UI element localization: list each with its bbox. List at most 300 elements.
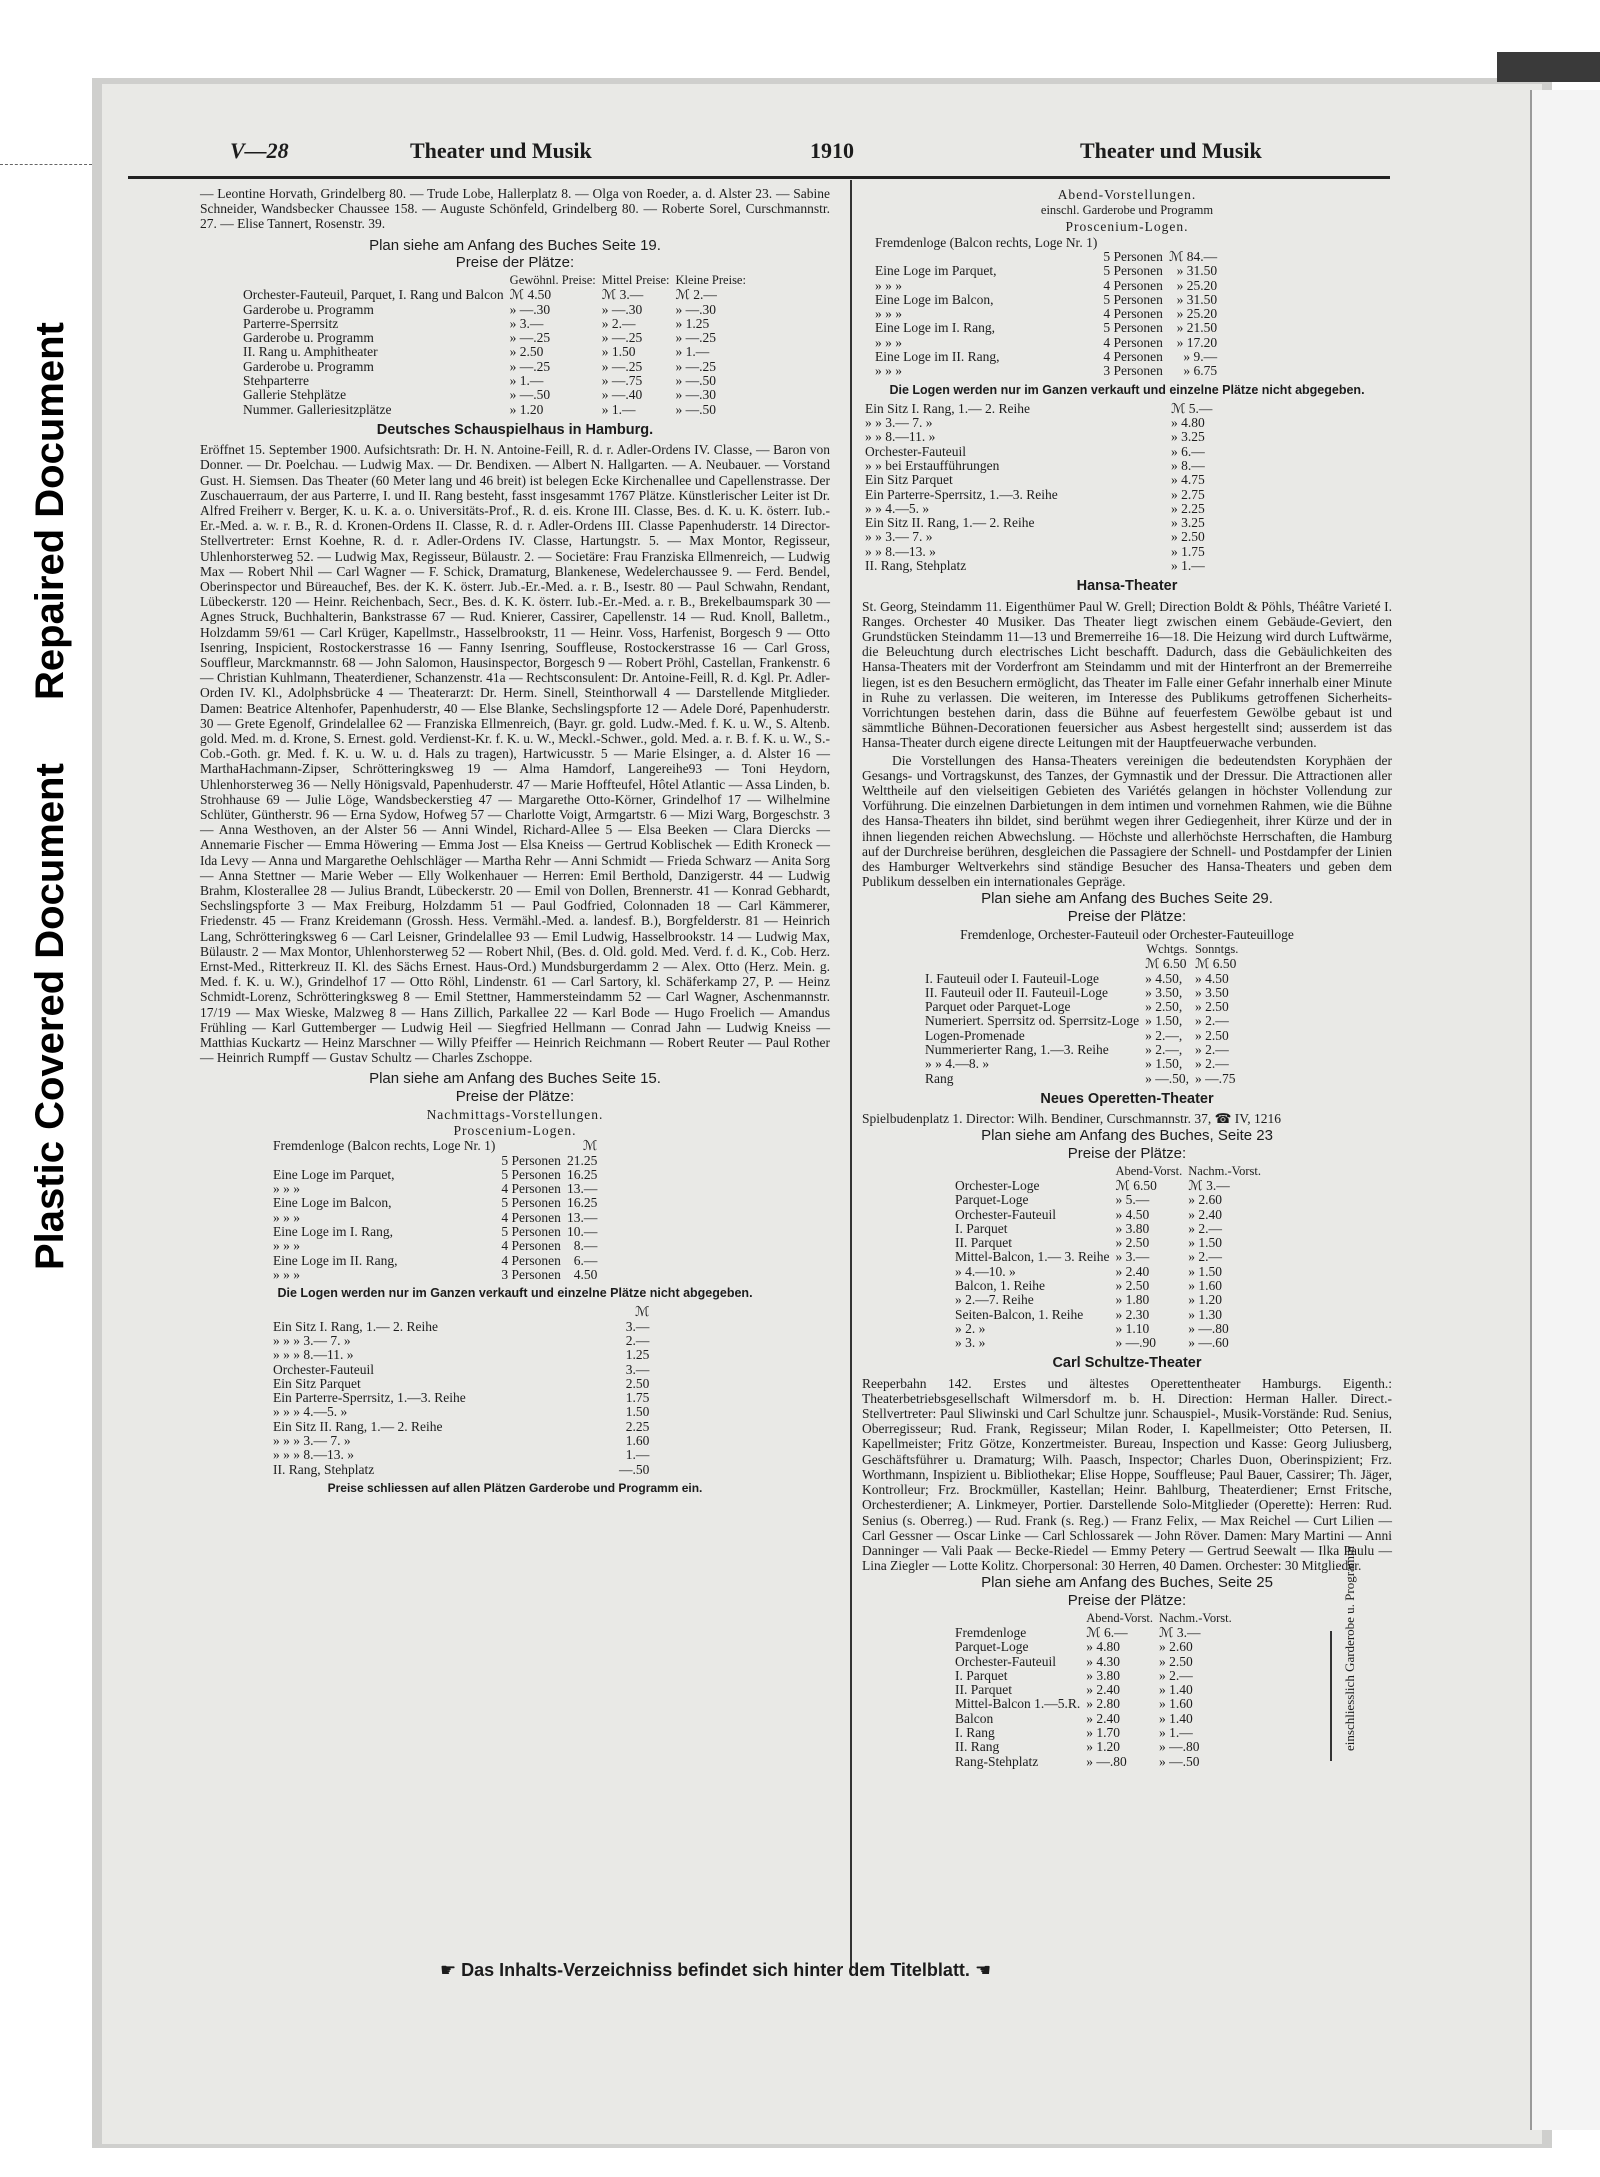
row-label: Orchester-Fauteuil, Parquet, I. Rang und Balcon — [243, 287, 504, 303]
row-label: » 2. » — [955, 1320, 986, 1336]
cell: » 2.80 — [1086, 1696, 1120, 1712]
cell: » 3.— — [509, 315, 544, 331]
carl-schultze-prices-table — [952, 1611, 1235, 1769]
cell: » —.25 — [675, 358, 716, 374]
cell — [498, 1139, 564, 1153]
row-label: » » » 3.— 7. » — [273, 1333, 351, 1348]
cell: » —.25 — [509, 358, 551, 374]
row-label: I. Fauteuil oder I. Fauteuil-Loge — [925, 970, 1099, 986]
row-label: » » » — [273, 1266, 300, 1282]
row-label: Rang-Stehplatz — [955, 1753, 1039, 1769]
row-label: Nummer. Galleriesitzplätze — [243, 401, 392, 417]
included-note: einschl. Garderobe und Programm — [1040, 203, 1214, 218]
cell: » 4.50 — [1194, 970, 1229, 986]
cell: 10.— — [566, 1224, 598, 1240]
evening-heading: Abend-Vorstellungen. — [1057, 187, 1197, 202]
table-row — [952, 1222, 1264, 1236]
table-row — [270, 1448, 652, 1462]
cell: » 1.50, — [1145, 1056, 1183, 1072]
cell: 2.— — [625, 1333, 650, 1348]
row-label: » » » — [273, 1181, 300, 1197]
cell: 3 Personen — [501, 1266, 561, 1282]
table-header — [240, 273, 507, 288]
carl-side-brace — [1330, 1545, 1392, 1761]
cell: » —.50 — [675, 401, 716, 417]
table-row — [270, 1225, 600, 1239]
cell: » 2.— — [1188, 1249, 1223, 1265]
table-row — [862, 473, 1215, 487]
row-label: » » » — [875, 277, 902, 293]
table-row — [872, 250, 1220, 264]
cell: » 2.30 — [1115, 1306, 1150, 1322]
row-label: Parquet oder Parquet-Loge — [925, 999, 1071, 1015]
cell: 5 Personen — [1103, 291, 1163, 307]
row-label: Numeriert. Sperrsitz od. Sperrsitz-Loge — [925, 1013, 1140, 1029]
table-row — [952, 1755, 1235, 1769]
row-label: Fremdenloge (Balcon rechts, Loge Nr. 1) — [273, 1138, 496, 1154]
table-row — [240, 331, 749, 345]
cell: » 2.— — [1194, 1042, 1229, 1057]
row-label: II. Rang, Stehplatz — [273, 1461, 375, 1477]
row-label: II. Rang u. Amphitheater — [243, 344, 378, 360]
sidebar-divider — [0, 164, 92, 165]
table-header: Wchtgs. — [1146, 942, 1188, 957]
footer-text: Das Inhalts-Verzeichniss befindet sich hinter dem Titelblatt. — [461, 1960, 970, 1980]
table-row — [270, 1434, 652, 1448]
table-row — [270, 1420, 652, 1434]
cell: » 31.50 — [1176, 263, 1218, 279]
cell: » 1.40 — [1159, 1710, 1193, 1726]
table-row — [952, 1308, 1264, 1322]
row-label: Ein Sitz Parquet — [865, 472, 953, 488]
table-row — [862, 502, 1215, 516]
table-row — [922, 1000, 1241, 1014]
table-row — [270, 1196, 600, 1210]
table-row — [952, 1293, 1264, 1307]
cell: » —.50 — [1159, 1753, 1200, 1769]
cell: » —.30 — [601, 301, 643, 317]
table-row — [862, 530, 1215, 544]
cell: » 6.75 — [1183, 363, 1218, 379]
cell: » —.30 — [675, 387, 716, 403]
cell: » —.80 — [1159, 1739, 1200, 1755]
cell: 4 Personen — [1103, 348, 1163, 364]
cell: » 2.25 — [1171, 500, 1205, 516]
header-rule — [128, 176, 1390, 179]
row-label: » 4.—10. » — [955, 1263, 1016, 1279]
table-header — [952, 1611, 1083, 1626]
table-row — [952, 1208, 1264, 1222]
table-row — [952, 1279, 1264, 1293]
table-row — [270, 1463, 652, 1477]
table-row — [952, 1236, 1264, 1250]
cell: » 2.40 — [1115, 1263, 1150, 1279]
cell: 4 Personen — [501, 1181, 561, 1197]
table-row — [952, 1712, 1235, 1726]
plan-reference: Plan siehe am Anfang des Buches Seite 29. — [981, 890, 1273, 908]
cell: ℳ 3.— — [1188, 1177, 1230, 1193]
cell: 5 Personen — [1103, 320, 1163, 336]
cell: » 2.40 — [1086, 1682, 1120, 1698]
row-label: Parquet-Loge — [955, 1639, 1029, 1655]
row-label: Gallerie Stehplätze — [243, 387, 347, 403]
table-row — [952, 1179, 1264, 1193]
row-label: » » bei Erstaufführungen — [865, 457, 1000, 473]
plan-reference: Plan siehe am Anfang des Buches, Seite 25 — [981, 1574, 1273, 1592]
cell: ℳ 3.— — [1159, 1624, 1201, 1640]
prices-table-1 — [240, 273, 749, 417]
row-label: Ein Sitz I. Rang, 1.— 2. Reihe — [865, 400, 1030, 416]
proscenium-heading: Proscenium-Logen. — [1065, 219, 1189, 235]
cell: » 2.—, — [1145, 1042, 1183, 1057]
cell: 5 Personen — [1103, 248, 1163, 264]
cell: 13.— — [566, 1209, 598, 1225]
table-row — [952, 1322, 1264, 1336]
row-label — [270, 1305, 616, 1319]
prices-heading: Preise der Plätze: — [455, 1087, 575, 1105]
cell: » 1.— — [509, 373, 544, 388]
afternoon-heading: Nachmittags-Vorstellungen. — [426, 1106, 604, 1122]
cell: » —.80 — [1086, 1753, 1127, 1769]
cell: » 2.—, — [1145, 1027, 1183, 1043]
table-row — [240, 360, 749, 374]
table-row — [952, 1336, 1264, 1350]
cell: » —.80 — [1188, 1320, 1229, 1336]
row-label: Stehparterre — [243, 373, 309, 388]
cell: » 3.50 — [1194, 984, 1229, 1000]
table-row — [862, 416, 1215, 430]
cell: 1.75 — [625, 1390, 650, 1406]
cell: » 2.50 — [1159, 1653, 1193, 1669]
cell: » 1.50 — [1188, 1235, 1223, 1251]
cell: 5 Personen — [501, 1224, 561, 1240]
cell: » 1.70 — [1086, 1725, 1120, 1740]
cell: » 25.20 — [1176, 306, 1218, 322]
cell: ℳ — [582, 1138, 598, 1154]
row-label: » » 4.—5. » — [865, 500, 930, 516]
table-row — [872, 321, 1220, 335]
cell: » 5.— — [1115, 1192, 1150, 1208]
prices-heading: Preise der Plätze: — [455, 253, 575, 271]
table-row — [270, 1211, 600, 1225]
cell: » 1.75 — [1171, 543, 1205, 559]
cell: » 1.— — [675, 344, 710, 360]
plastic-covered-document-label: Plastic Covered Document — [28, 763, 72, 1270]
cell: » —.90 — [1115, 1335, 1156, 1351]
row-label — [872, 250, 1100, 264]
cell: » 8.— — [1171, 457, 1205, 473]
left-column — [200, 186, 830, 1500]
cell: » 2.40 — [1086, 1710, 1120, 1726]
pointing-hand-left-icon: ☚ — [969, 1960, 992, 1980]
prices-heading: Preise der Plätze: — [1067, 907, 1187, 925]
table-row — [872, 307, 1220, 321]
cell: » 2.50 — [1115, 1277, 1150, 1293]
schauspielhaus-paragraph: Eröffnet 15. September 1900. Aufsichtsrath: Dr. H. N. Antoine-Feill, R. d. r. Adler-Ordens IV. Classe, — Baron von Donner. — Dr. Poelchau. — Ludwig Max. — Dr. Bendixen. — Albert N. Hallgarten. — A. Neubauer. — Vorstand Gust. H. Siemsen. Das Theater (60 Meter lang und 46 breit) ist belegen Ecke Kirchenallee und Capellenstrasse. Der Zuschauerraum, der aus Parterre, I. und II. Rang besteht, fasst insgesammt 1767 Plätze. Künstlerischer Leiter ist Dr. Alfred Freiherr v. Berger, K. u. K. a. o. Universitäts-Prof., R. d. eis. Krone III. Classe, Bes. d. K. u. K. österr. Iub.-Er.-Med. a. w. r. B., R. d. Kronen-Ordens II. Classe, R. d. r. Adler-Ordens III. Classe Papenhuderstr. 14 Director-Stellvertreter: Ernst Koehne, R. d. r. Adler-Ordens IV. Classe, Hartungstr. 5. — Max Montor, Regisseur, Uhlenhorsterweg 52. — Ludwig Max, Regisseur, Bülaustr. 2. — Societäre: Frau Franziska Ellmenreich, — Ludwig Max — Robert Nhil — Carl Wagner — F. Schick, Dramaturg, Blankenese, Wedelerchaussee 9. — Ferd. Bendel, Oberinspector und Büreauchef, Bes. der K. K. österr. Jub.-Er.-Med. a. r. B., Isestr. 80 — Paul Schwahn, Rendant, Lübeckerstr. 120 — Heinr. Reichenbach, Secr., Bes. d. K. K. österr. Iub.-Er.-Med. a. r. B., Brekelbaumspark 30 — Agnes Struck, Buchhalterin, Bankstrasse 67 — Rud. Knierer, Cassirer, Capellenstr. 14 — Rud. Knoll, Balletm., Holzdamm 59/61 — Carl Krüger, Kapellmstr., Hasselbrookstr, 11 — Heinr. Voss, Harfenist, Borgesch 9 — Otto Isenring, Inspicient, Rostockerstrasse 16 — Fanny Isenring, Souffleuse, Rostockerstrasse 16 — Carl Gross, Souffleur, Marckmannstr. 68 — John Salomon, Hausinspector, Borgesch 9 — Robert Pröhl, Castellan, Frankenstr. 6 — Christian Kuhlmann, Theaterdiener, Schanzenstr. 41a — Rechtsconsulent: Dr. Antoine-Feill, R. d. Kgl. Pr. Adler-Orden IV. Kl., Adolphsbrücke 4 — Theaterarzt: Dr. Herm. Sinell, Steinthorwall 4 — Darstellende Mitglieder. Damen: Beatrice Altenhofer, Papenhuderstr, 40 — Else Blanke, Sechslingspforte 12 — Adele Doré, Papenhuderstr. 30 — Grete Egenolf, Grindelallee 62 — Franziska Ellmenreich, (Bayr. gr. gold. Ludw.-Med. f. K. u. W., S. Altenb. gold. Med. m. d. Krone, S. Ernest. gold. Verdienst-Kr. f. K. u. W., Meckl.-Schwer., gold. Med. a. r. B. f. K. u. W., S.-Cob.-Goth. gr. Med. f. K. u. W. u. d. Hals zu tragen), Hartwicusstr. 5 — Marie Elsinger, a. d. Alster 16 — MarthaHachmann-Zipser, Schrötteringksweg 19 — Alma Hamdorf, Langereihe93 — Toni Heydorn, Uhlenhorsterweg 36 — Nelly Hönigsvald, Papenhuderstr. 47 — Marie Hoffteufel, Hôtel Atlantic — Assa Linden, b. Strohhause 69 — Julie Löge, Wandsbeckerstieg 47 — Margarethe Otto-Körner, Grindelhof 17 — Wilhelmine Schlüter, Güntherstr. 96 — Erna Sydow, Hofweg 57 — Charlotte Voigt, Armgartstr. 6 — Mizi Warg, Borgeschstr. 3 — Anna Westhoven, an der Alster 56 — Anni Windel, Richard-Allee 5 — Elsa Beeken — Clara Diercks — Annemarie Fischer — Emma Höwering — Emma Jost — Elsa Kneiss — Gertrud Koblischek — Edith Kroneck — Ida Levy — Anna und Margarethe Oehlschläger — Martha Rehr — Anni Schmidt — Frieda Schwarz — Anita Sorg — Anna Stettner — Marie Weber — Elly Wolkenhauer — Herren: Emil Berthold, Danzigerstr. 44 — Ludwig Brahm, Klosterallee 28 — Julius Brandt, Lübeckerstr. 20 — Emil von Dollen, Brennerstr. 41 — Konrad Gebhardt, Sechslingspforte 3 — Max Freiburg, Holzdamm 51 — Paul Godfried, Colonnaden 18 — Carl Kämmerer, Friedenstr. 45 — Franz Kreidemann (Grossh. Hess. Vermähl.-Med. a. landesf. B.), Borgfelderstr. 81 — Heinrich Lang, Schrötteringksweg 6 — Carl Leisner, Grindelallee 93 — Emil Ludwig, Hasselbrookstr. 14 — Ludwig Max, Bülaustr. 2 — Max Montor, Uhlenhorsterweg 52 — Robert Nhil, (Bes. d. Old. gold. Med. Verd. f. d. K., Cob. Herz. Ernst-Med., Ritterkreuz II. Kl. des Sächs Ernest. Haus-Ord.) Mundsburgerdamm 2 — Alex. Otto (Herz. Mein. g. Med. f. K. u. W.), Grindelhof 17 — Otto Röhl, Lindenstr. 61 — Carl Sartory, kl. Schäferkamp 27, P. — Heinz Schmidt-Lorenz, Schrötteringksweg 8 — Emil Stettner, Hammersteindamm 52 — Carl Wagner, Aschenmannstr. 17/19 — Max Wieske, Malzweg 8 — Hans Zillich, Parkallee 22 — Karl Bode — Hugo Froelich — Amandus Frühling — Karl Guttemberger — Ludwig Heil — Siegfried Hellmann — Conrad Jahn — Ludwig Kneiss — Matthias Kuckartz — Heinz Marschner — Willy Pfeiffer — Heinrich Reichmann — Robert Reuter — Paul Rother — Heinrich Rumpff — Gustav Schultz — Charles Zschoppe. — [200, 442, 830, 1066]
cell: » 2.50 — [1171, 529, 1205, 545]
row-label: Logen-Promenade — [925, 1027, 1025, 1043]
carl-side-note: einschliesslich Garderobe u. Programm — [1342, 1545, 1357, 1751]
section-title-neues-operetten: Neues Operetten-Theater — [1040, 1090, 1214, 1107]
table-header-row — [922, 942, 1241, 957]
table-row — [922, 1057, 1241, 1071]
row-label: Orchester-Loge — [955, 1177, 1040, 1193]
cell: 8.— — [573, 1238, 598, 1254]
cell: » —.30 — [509, 301, 551, 317]
table-row — [872, 279, 1220, 293]
table-row — [872, 336, 1220, 350]
header-right-title: Theater und Musik — [1080, 138, 1262, 163]
table-row — [952, 1626, 1235, 1640]
table-row — [862, 445, 1215, 459]
cell: 16.25 — [566, 1195, 598, 1211]
row-label: I. Parquet — [955, 1220, 1008, 1236]
row-label: Orchester-Fauteuil — [273, 1361, 374, 1377]
cell: » —.25 — [601, 330, 643, 346]
sidebar — [0, 0, 92, 2177]
cell: 4 Personen — [1103, 334, 1163, 350]
cell: » 1.— — [1171, 558, 1205, 574]
row-label: » » 8.—13. » — [865, 543, 936, 559]
row-label: Eine Loge im Parquet, — [875, 263, 997, 279]
row-label: » » 8.—11. » — [865, 429, 936, 445]
row-label: Nummerierter Rang, 1.—3. Reihe — [925, 1042, 1109, 1057]
plan-reference: Plan siehe am Anfang des Buches, Seite 23 — [981, 1127, 1273, 1145]
cell: » 2.75 — [1171, 486, 1205, 502]
cell: » 1.50, — [1145, 1013, 1183, 1029]
hansa-paragraph-1: St. Georg, Steindamm 11. Eigenthümer Paul W. Grell; Direction Boldt & Pöhls, Théâtre Varieté I. Ranges. Orchester 40 Musiker. Das Theater liegt zwischen einem Gebäude-Geviert, den Grundstücken Steindamm 11—13 und Bremerreihe 16—18. Die Heizung wird durch Luftwärme, die Beleuchtung durch electrisches Licht beschafft. Dadurch, dass die Gebäulichkeiten des Hansa-Theaters mit der Vorderfront am Steindamm und mit der Hinterfront an der Bremerreihe liegen, ist es den Besuchern ermöglicht, das Theater im Falle einer Gefahr innerhalb einer Minute in Ruhe zu verlassen. Die weiteren, im Interesse des Publikums getroffenen Sicherheits-Vorrichtungen bestehen darin, dass die Bühne auf feuerfestem Gewölbe gebaut ist und sämmtliche Bühnen-Decorationen feuersicher aus Asbest hergestellt sind; ausserdem ist das Hansa-Theater durch eigene directe Leitungen mit der Hauptfeuerwache verbunden. — [862, 598, 1392, 751]
cell: » 1.20 — [1188, 1292, 1223, 1308]
table-row — [952, 1697, 1235, 1711]
cell: » 3.50, — [1145, 984, 1183, 1000]
table-header-row — [240, 273, 749, 288]
cell: » 1.50 — [601, 344, 636, 360]
table-header — [922, 942, 1142, 957]
table-row — [872, 236, 1220, 250]
cell: » 1.60 — [1159, 1696, 1193, 1712]
row-label: » 3. » — [955, 1335, 986, 1351]
table-row — [240, 317, 749, 331]
table-row — [862, 430, 1215, 444]
cell: 4 Personen — [1103, 277, 1163, 293]
cell: » 1.20 — [1086, 1739, 1120, 1755]
row-label: » » 3.— 7. » — [865, 529, 933, 545]
table-row — [862, 559, 1215, 573]
row-label: » » » 4.—5. » — [273, 1404, 348, 1420]
table-row — [270, 1239, 600, 1253]
cell: —.50 — [619, 1461, 650, 1477]
row-label: Parquet-Loge — [955, 1192, 1029, 1208]
cell: 6.— — [573, 1252, 598, 1268]
table-row — [952, 1250, 1264, 1264]
row-label: Fremdenloge — [955, 1624, 1027, 1640]
table-header: Gewöhnl. Preise: — [509, 273, 596, 288]
row-label: Ein Sitz II. Rang, 1.— 2. Reihe — [273, 1418, 443, 1434]
table-row — [240, 303, 749, 317]
table-row — [862, 488, 1215, 502]
cell: » 4.50, — [1145, 970, 1183, 986]
table-row — [872, 264, 1220, 278]
row-label: Eine Loge im I. Rang, — [273, 1224, 393, 1240]
row-label: II. Rang, Stehplatz — [865, 558, 967, 574]
table-row — [270, 1154, 600, 1168]
cell: » 2.40 — [1188, 1206, 1223, 1222]
row-label: Eine Loge im II. Rang, — [273, 1252, 398, 1268]
table-row — [952, 1265, 1264, 1279]
table-row — [872, 350, 1220, 364]
loge-note: Die Logen werden nur im Ganzen verkauft und einzelne Plätze nicht abgegeben. — [889, 382, 1365, 397]
cell: » 4.30 — [1086, 1653, 1120, 1669]
cell: » 2.60 — [1159, 1639, 1193, 1655]
row-label: Parterre-Sperrsitz — [243, 315, 339, 331]
repaired-document-label: Repaired Document — [28, 322, 72, 700]
row-label: Orchester-Fauteuil — [865, 443, 966, 459]
cell: » 2.50 — [1115, 1235, 1150, 1251]
table-row — [862, 402, 1215, 416]
table-row — [922, 957, 1241, 971]
row-label: II. Parquet — [955, 1235, 1012, 1251]
row-label: » » » — [875, 306, 902, 322]
hansa-paragraph-2: Die Vorstellungen des Hansa-Theaters vereinigen die bedeutendsten Koryphäen der Gesangs- und Vortragskunst, des Tanzes, der Gymnastik und der Dressur. Die Attractionen aller Welttheile auf den vielseitigen Gebieten des Variétés gelangen in höchster Vollendung zur Vorführung. Die einzelnen Darbietungen in dem intimen und vornehmen Rahmen, wie die Bühne des Hansa-Theaters ihn bildet, sind berühmt wegen ihrer Gediegenheit, ihrer Kürze und der in ihnen liegenden reichen Abwechslung. — Höchste und allerhöchste Herrschaften, die Hamburg auf der Durchreise berühren, desgleichen die Passagiere der Schnell- und Postdampfer der Linien des Hamburger Weltverkehrs sind ständige Besucher des Hansa-Theaters und geben dem Publikum desselben ein internationales Gepräge. — [862, 752, 1392, 890]
cell: » 1.25 — [675, 315, 710, 331]
table-row — [240, 388, 749, 402]
cell: » 3.25 — [1171, 429, 1205, 445]
row-label: Balcon — [955, 1710, 994, 1726]
cell: ℳ 2.— — [675, 287, 717, 303]
cell: » 1.40 — [1159, 1682, 1193, 1698]
plan-reference: Plan siehe am Anfang des Buches Seite 19. — [369, 236, 661, 254]
table-header: Abend-Vorst. — [1086, 1610, 1154, 1625]
row-label: Eine Loge im II. Rang, — [875, 348, 1000, 364]
prices-heading: Preise der Plätze: — [1067, 1591, 1187, 1609]
table-row — [270, 1320, 652, 1334]
row-label: Garderobe u. Programm — [243, 301, 374, 317]
price-footnote: Preise schliessen auf allen Plätzen Garderobe und Programm ein. — [327, 1480, 703, 1495]
table-row — [270, 1348, 652, 1362]
section-title-schauspielhaus: Deutsches Schauspielhaus in Hamburg. — [376, 421, 654, 438]
table-row — [270, 1305, 652, 1319]
table-row — [270, 1363, 652, 1377]
table-header: Sonntgs. — [1194, 942, 1239, 957]
table-row — [952, 1683, 1235, 1697]
cell: » —.30 — [675, 301, 716, 317]
section-title-hansa: Hansa-Theater — [1076, 578, 1178, 595]
table-row — [270, 1182, 600, 1196]
table-row — [270, 1254, 600, 1268]
cell: ℳ 4.50 — [509, 287, 552, 303]
row-label: Garderobe u. Programm — [243, 358, 374, 374]
table-row — [952, 1640, 1235, 1654]
hansa-prices-table — [922, 942, 1241, 1086]
row-label: Garderobe u. Programm — [243, 330, 374, 346]
header-left-title: Theater und Musik — [410, 138, 592, 163]
carl-schultze-paragraph: Reeperbahn 142. Erstes und ältestes Operettentheater Hamburgs. Eigenth.: Theaterbetriebsgesellschaft Wilmersdorf m. b. H. Direction: Herman Haller. Direct.-Stellvertreter: Paul Sliwinski und Carl Schultze junr. Schauspiel-, Musik-Vorstände: Rud. Senius, Oberregisseur; Rud. Frank, Regisseur; Milan Roder, I. Kapellmeister; Otto Petersen, II. Kapellmeister; Fritz Götze, Konzertmeister. Bureau, Inspection und Kasse: Georg Juliusberg, Geschäftsführer u. Dramaturg; Wilh. Paasch, Inspector; Charles Duon, Oberinspizient; Frz. Worthmann, Inspizient u. Bibliothekar; Elise Hoppe, Souffleuse; Paul Bauer, Cassirer; Th. Jäger, Kontrolleur; Frz. Brockmüller, Kastellan; Heinr. Bahlburg, Theaterdiener; Ernst Fritsche, Orchesterdiener; A. Linkmeyer, Portier. Darstellende Solo-Mitglieder (Operette): Herren: Rud. Senius (s. Oberreg.) — Rud. Frank (s. Reg.) — Franz Felix, — Max Reichel — Curt Lilien — Carl Gessner — Oscar Linke — Carl Schlossarek — John Röver. Damen: Mary Martini — Anni Danninger — Vali Paak — Becke-Riedel — Emmy Petery — Gertrud Seewalt — Ilka Paulu — Lina Ziegler — Lotte Kolitz. Chorpersonal: 30 Herren, 40 Damen. Orchester: 30 Mitglieder. — [862, 1375, 1392, 1574]
page-footer — [440, 1960, 991, 1981]
cell: » 3.80 — [1086, 1667, 1120, 1683]
row-label: II. Parquet — [955, 1682, 1012, 1698]
table-row — [952, 1740, 1235, 1754]
cell: » —.25 — [675, 330, 716, 346]
table-header-row — [952, 1611, 1235, 1626]
cell: » 25.20 — [1176, 277, 1218, 293]
table-row — [270, 1139, 600, 1153]
table-header: Nachm.-Vorst. — [1159, 1610, 1232, 1625]
table-row — [270, 1391, 652, 1405]
cell: 5 Personen — [1103, 263, 1163, 279]
row-label: » » » 8.—13. » — [273, 1447, 354, 1463]
cell: » 2.— — [601, 315, 636, 331]
cell: ℳ 6.50 — [1115, 1177, 1157, 1193]
cell: » 6.— — [1171, 443, 1205, 459]
hansa-subheading: Fremdenloge, Orchester-Fauteuil oder Orchester-Fauteuilloge — [960, 926, 1294, 942]
cell: 4 Personen — [501, 1238, 561, 1254]
row-label: Orchester-Fauteuil — [955, 1653, 1056, 1669]
cell: 4.50 — [573, 1266, 598, 1282]
table-row — [922, 1029, 1241, 1043]
cell: » 3.— — [1115, 1249, 1150, 1265]
cell: » 2.50 — [1194, 999, 1229, 1015]
cell: » 17.20 — [1176, 334, 1218, 350]
cell: » —.75 — [601, 373, 643, 388]
row-label: » » » — [875, 334, 902, 350]
cell: ℳ 6.50 — [1145, 956, 1187, 972]
row-label: Eine Loge im I. Rang, — [875, 320, 995, 336]
row-label: Rang — [925, 1070, 954, 1086]
cell: » —.25 — [601, 358, 643, 374]
cell: » 1.— — [1159, 1725, 1193, 1740]
table-row — [240, 374, 749, 388]
loge-prices-table — [270, 1139, 600, 1282]
row-label: Ein Sitz II. Rang, 1.— 2. Reihe — [865, 515, 1035, 531]
row-label: Ein Sitz Parquet — [273, 1375, 361, 1391]
header-year: 1910 — [810, 138, 854, 163]
cell: » 21.50 — [1176, 320, 1218, 336]
row-label: Eine Loge im Parquet, — [273, 1166, 395, 1182]
table-row — [922, 986, 1241, 1000]
cell — [1100, 236, 1166, 250]
row-label: » » 3.— 7. » — [865, 415, 933, 431]
cell: ℳ 3.— — [601, 287, 644, 303]
row-label: Ein Parterre-Sperrsitz, 1.—3. Reihe — [273, 1390, 466, 1406]
cell: 2.50 — [625, 1375, 650, 1391]
table-row — [270, 1405, 652, 1419]
table-row — [270, 1168, 600, 1182]
row-label: » » » — [273, 1209, 300, 1225]
cell: 4 Personen — [1103, 306, 1163, 322]
page-right-edge — [1530, 90, 1600, 2130]
cell: » —.60 — [1188, 1335, 1229, 1351]
cell: ℳ 5.— — [1171, 400, 1213, 416]
cell: ℳ 6.— — [1086, 1624, 1128, 1640]
cell: 1.25 — [625, 1347, 650, 1363]
intro-paragraph: — Leontine Horvath, Grindelberg 80. — Trude Lobe, Hallerplatz 8. — Olga von Roeder, a. d. Alster 23. — Sabine Schneider, Wandsbecker Chaussee 158. — Auguste Schönfeld, Grindelberg 80. — Roberte Sorel, Curschmannstr. 27. — Elise Tannert, Rosenstr. 39. — [200, 186, 830, 232]
loge-note: Die Logen werden nur im Ganzen verkauft und einzelne Plätze nicht abgegeben. — [277, 1286, 753, 1301]
page-number: V—28 — [230, 138, 289, 163]
right-column — [862, 186, 1392, 1769]
cell: » 4.80 — [1171, 415, 1205, 431]
proscenium-heading: Proscenium-Logen. — [453, 1123, 577, 1139]
row-label: » » » — [273, 1238, 300, 1254]
cell: » 3.25 — [1171, 515, 1205, 531]
row-label: » » » — [875, 363, 902, 379]
row-label — [270, 1154, 498, 1168]
row-label: Eine Loge im Balcon, — [875, 291, 994, 307]
cell: » 31.50 — [1176, 291, 1218, 307]
table-row — [952, 1655, 1235, 1669]
cell: 21.25 — [566, 1152, 598, 1168]
table-row — [872, 293, 1220, 307]
seat-prices-table — [270, 1305, 652, 1477]
